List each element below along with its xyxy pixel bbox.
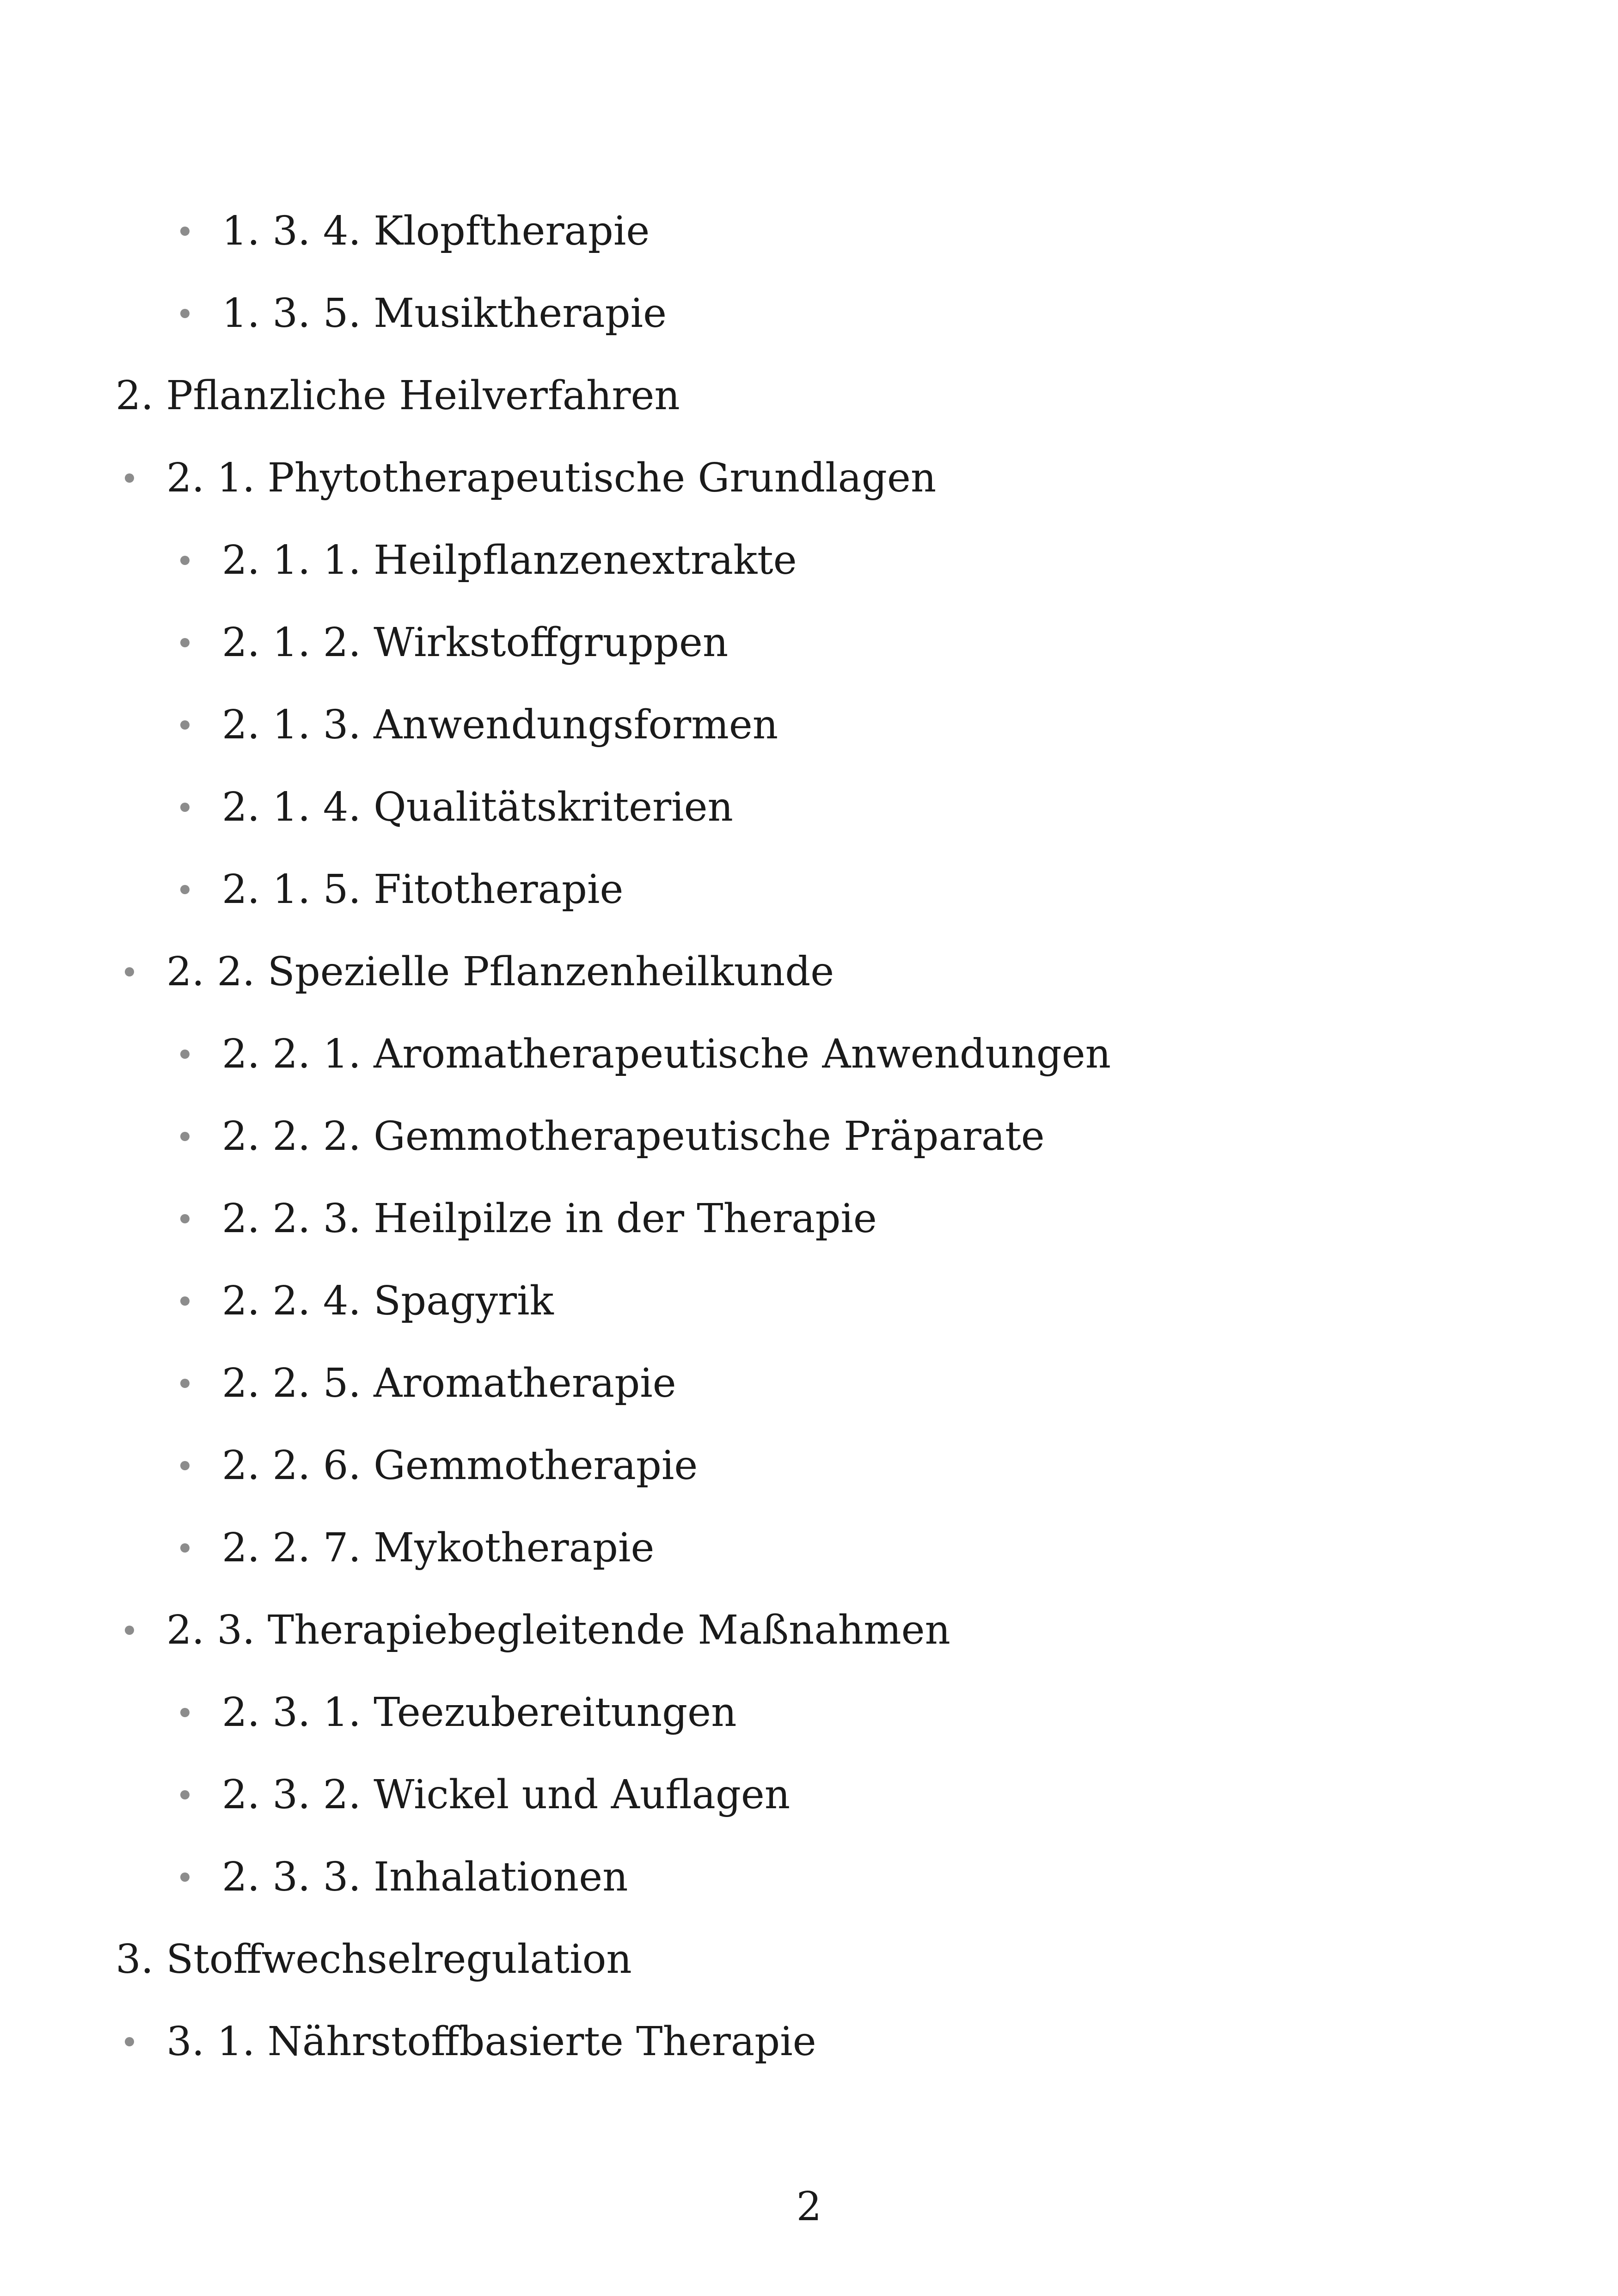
bullet-icon — [180, 1543, 190, 1553]
bullet-icon — [125, 473, 134, 483]
bullet-icon — [180, 1379, 190, 1388]
bullet-icon — [180, 885, 190, 894]
toc-entry — [180, 606, 728, 680]
toc-entry-label: 2. 1. Phytotherapeutische Grundlagen — [166, 455, 937, 501]
bullet-icon — [180, 803, 190, 812]
toc-entry-label: 2. 2. 5. Aromatherapie — [222, 1360, 676, 1406]
bullet-icon — [180, 1708, 190, 1717]
toc-entry-label: 2. 1. 2. Wirkstoffgruppen — [222, 620, 729, 666]
bullet-icon — [180, 1461, 190, 1470]
toc-entry-label: 2. 2. 1. Aromatherapeutische Anwendungen — [222, 1031, 1111, 1077]
toc-entry — [125, 441, 936, 515]
toc-entry-label: 2. 3. 1. Teezubereitungen — [222, 1689, 737, 1736]
toc-entry — [180, 1676, 736, 1750]
toc-entry — [180, 688, 778, 762]
toc-entry — [180, 770, 733, 844]
bullet-icon — [125, 2037, 134, 2046]
toc-entry — [180, 1182, 877, 1256]
toc-entry — [180, 194, 650, 268]
bullet-icon — [180, 638, 190, 647]
bullet-icon — [125, 967, 134, 976]
toc-entry — [180, 853, 623, 927]
bullet-icon — [180, 1132, 190, 1141]
toc-entry-label: 2. 2. 4. Spagyrik — [222, 1278, 554, 1324]
toc-entry-label: 2. 2. Spezielle Pflanzenheilkunde — [166, 949, 834, 995]
bullet-icon — [180, 1214, 190, 1223]
toc-entry — [180, 1429, 698, 1503]
toc-entry — [125, 1593, 950, 1667]
toc-entry-label: 3. Stoffwechselregulation — [116, 1936, 632, 1983]
toc-entry-label: 2. 2. 2. Gemmotherapeutische Präparate — [222, 1113, 1045, 1160]
toc-entry-label: 2. 3. Therapiebegleitende Maßnahmen — [166, 1607, 950, 1653]
toc-entry — [180, 1017, 1111, 1091]
bullet-icon — [180, 556, 190, 565]
toc-entry-label: 1. 3. 4. Klopftherapie — [222, 208, 650, 254]
toc-entry — [180, 1346, 676, 1420]
toc-entry — [180, 1264, 554, 1338]
bullet-icon — [180, 1872, 190, 1882]
toc-entry — [180, 276, 667, 350]
toc-entry — [116, 359, 680, 433]
toc-entry-label: 2. 2. 3. Heilpilze in der Therapie — [222, 1196, 877, 1242]
bullet-icon — [180, 309, 190, 318]
page-number: 2 — [796, 2184, 822, 2230]
toc-entry-label: 2. 1. 1. Heilpflanzenextrakte — [222, 537, 797, 583]
toc-entry — [180, 1511, 654, 1585]
toc-entry — [116, 1922, 632, 1996]
toc-entry — [180, 523, 797, 597]
toc-entry-label: 2. Pflanzliche Heilverfahren — [116, 373, 680, 419]
toc-entry-label: 2. 1. 3. Anwendungsformen — [222, 702, 778, 748]
bullet-icon — [180, 227, 190, 236]
toc-entry-label: 2. 2. 6. Gemmotherapie — [222, 1443, 698, 1489]
toc-entry — [125, 2005, 816, 2079]
toc-entry — [180, 1758, 790, 1832]
toc-entry — [180, 1099, 1045, 1173]
bullet-icon — [180, 1296, 190, 1306]
bullet-icon — [180, 720, 190, 730]
toc-entry — [125, 935, 834, 1009]
bullet-icon — [125, 1626, 134, 1635]
toc-entry-label: 2. 1. 5. Fitotherapie — [222, 866, 624, 913]
toc-entry-label: 2. 3. 2. Wickel und Auflagen — [222, 1772, 791, 1818]
toc-entry-label: 1. 3. 5. Musiktherapie — [222, 290, 667, 337]
toc-entry-label: 2. 2. 7. Mykotherapie — [222, 1525, 655, 1571]
bullet-icon — [180, 1790, 190, 1799]
toc-entry-label: 3. 1. Nährstoffbasierte Therapie — [166, 2019, 816, 2065]
toc-entry-label: 2. 3. 3. Inhalationen — [222, 1854, 628, 1900]
bullet-icon — [180, 1050, 190, 1059]
toc-entry — [180, 1840, 628, 1914]
toc-entry-label: 2. 1. 4. Qualitätskriterien — [222, 784, 733, 830]
